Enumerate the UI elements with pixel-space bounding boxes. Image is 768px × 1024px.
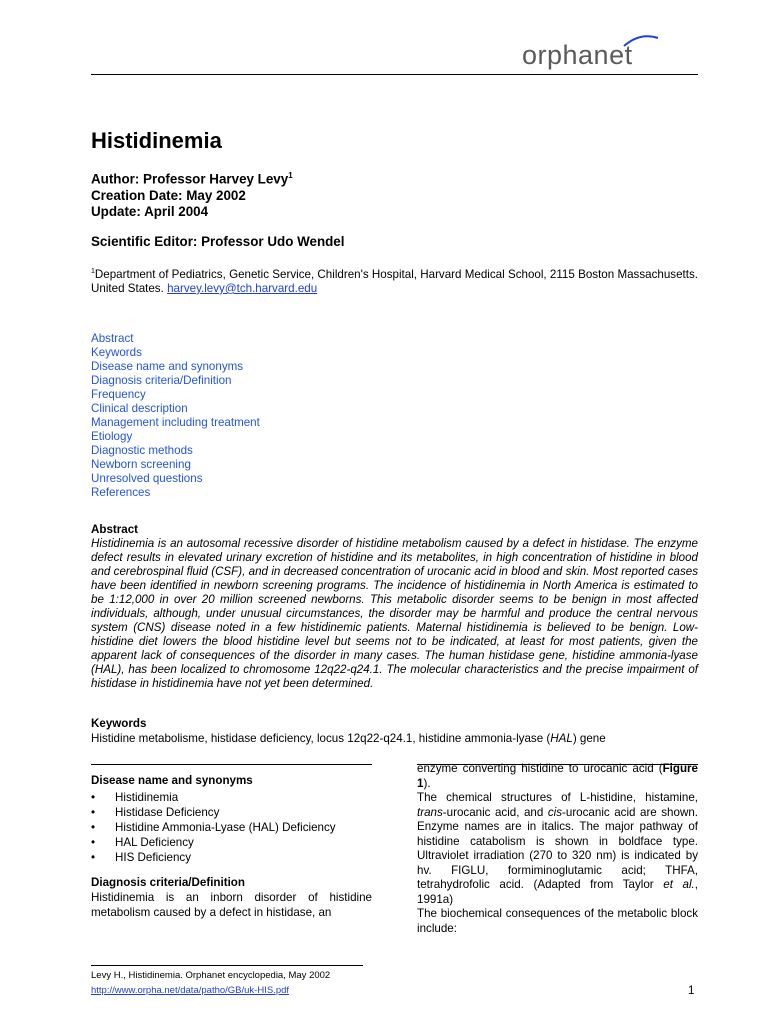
footer-url-link[interactable]: http://www.orpha.net/data/patho/GB/uk-HIS.pdf: [91, 985, 290, 996]
list-item: • Histidase Deficiency: [91, 805, 372, 820]
left-column-rule: [91, 764, 372, 765]
keywords-body: Histidine metabolisme, histidase deficiency, locus 12q22-q24.1, histidine ammonia-lyase (HAL) gene: [91, 732, 606, 745]
author-line: Author: Professor Harvey Levy$^1$: [91, 171, 293, 187]
diagnosis-heading: Diagnosis criteria/Definition: [91, 876, 245, 889]
toc-link-clinical-description[interactable]: Clinical description: [91, 402, 188, 415]
logo-swoosh-icon: [622, 34, 660, 48]
update-date: Update: April 2004: [91, 204, 209, 220]
disease-name-heading: Disease name and synonyms: [91, 774, 253, 787]
header-rule: [91, 74, 698, 75]
toc-link-diagnosis-criteria[interactable]: Diagnosis criteria/Definition: [91, 374, 232, 387]
toc-link-abstract[interactable]: Abstract: [91, 332, 134, 345]
author-email-link[interactable]: harvey.levy@tch.harvard.edu: [167, 281, 318, 295]
document-meta: [91, 168, 293, 221]
list-item: • HIS Deficiency: [91, 850, 372, 865]
list-item: • Histidine Ammonia-Lyase (HAL) Deficiency: [91, 820, 372, 835]
toc-link-management[interactable]: Management including treatment: [91, 416, 260, 429]
list-item: • Histidinemia: [91, 790, 372, 805]
logo-text: orphanet: [522, 40, 633, 70]
keywords-heading: Keywords: [91, 717, 147, 730]
affiliation: $^1$Department of Pediatrics, Genetic Service, Children's Hospital, Harvard Medical School, 2115 Boston Massachusetts. United States. harvey.levy@tch.harvard.edu: [91, 267, 698, 295]
creation-date: Creation Date: May 2002: [91, 187, 246, 203]
toc-link-etiology[interactable]: Etiology: [91, 430, 133, 443]
scientific-editor: Scientific Editor: Professor Udo Wendel: [91, 234, 345, 249]
abstract-heading: Abstract: [91, 523, 139, 536]
abstract-body: Histidinemia is an autosomal recessive disorder of histidine metabolism caused by a defect in histidase. The enzyme defect results in elevated urinary excretion of histidine and its metabolites, in high concentration of histidine in blood and cerebrospinal fluid (CSF), and in decreased concentration of urocanic acid in blood and skin. Most reported cases have been identified in newborn screening programs. The incidence of histidinemia in North America is estimated to be 1:12,000 in over 20 million screened newborns. This metabolic disorder seems to be benign in most affected individuals, although, under unusual circumstances, the disorder may be harmful and produce the central nervous system (CNS) disease noted in a few histidinemic patients. Maternal histidinemia is believed to be benign. Low-histidine diet lowers the blood histidine level but seems not to be indicated, at least for most patients, given the apparent lack of consequences of the disorder in many cases. The human histidase gene, histidine ammonia-lyase (HAL), has been localized to chromosome 12q22-q24.1. The molecular characteristics and the precise impairment of histidase in histidinemia have not yet been determined.: [91, 537, 698, 690]
list-item: • HAL Deficiency: [91, 835, 372, 850]
table-of-contents: [91, 332, 260, 500]
toc-link-disease-name[interactable]: Disease name and synonyms: [91, 360, 244, 373]
page-title: Histidinemia: [91, 128, 222, 153]
toc-link-references[interactable]: References: [91, 486, 151, 499]
page-number: 1: [688, 984, 695, 997]
right-column: [417, 762, 698, 936]
consequences-paragraph: The biochemical consequences of the metabolic block include:: [417, 907, 698, 935]
diagnosis-text: Histidinemia is an inborn disorder of histidine metabolism caused by a defect in histidase, an: [91, 891, 372, 919]
left-column: [91, 773, 372, 920]
footer-citation: Levy H., Histidinemia. Orphanet encyclopedia, May 2002: [91, 970, 331, 981]
toc-link-unresolved-questions[interactable]: Unresolved questions: [91, 472, 203, 485]
toc-link-newborn-screening[interactable]: Newborn screening: [91, 458, 191, 471]
figure-caption-paragraph: The chemical structures of L-histidine, histamine, trans-urocanic acid, and cis-urocanic acid are shown. Enzyme names are in italics. The major pathway of histidine catabolism is shown in boldface type. Ultraviolet irradiation (270 to 320 nm) is indicated by hv. FIGLU, formiminoglutamic acid; THFA, tetrahydrofolic acid. (Adapted from Taylor et al., 1991a): [417, 791, 698, 906]
enzyme-paragraph: enzyme converting histidine to urocanic acid (Figure 1).: [417, 762, 698, 790]
figure-1-reference: Figure 1: [417, 762, 698, 790]
toc-link-diagnostic-methods[interactable]: Diagnostic methods: [91, 444, 193, 457]
orphanet-logo: [522, 40, 633, 71]
footer-rule: [91, 965, 363, 966]
toc-link-frequency[interactable]: Frequency: [91, 388, 146, 401]
synonyms-list: [91, 790, 372, 865]
toc-link-keywords[interactable]: Keywords: [91, 346, 142, 359]
